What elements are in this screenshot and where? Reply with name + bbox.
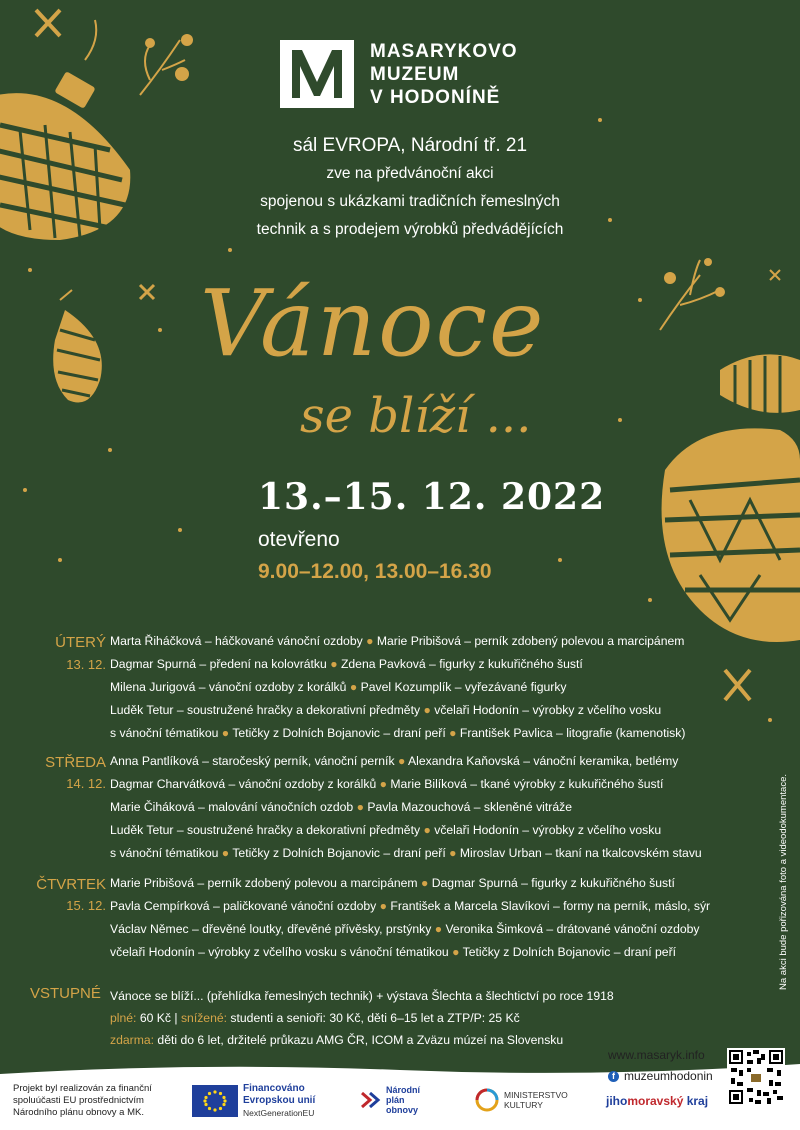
program-line: Luděk Tetur – soustružené hračky a dekorativní předměty ● včelaři Hodonín – výrobky z včelího vosku xyxy=(110,823,662,837)
ministry-text xyxy=(504,1090,568,1110)
museum-logo xyxy=(278,38,518,110)
facebook-icon: f xyxy=(608,1071,619,1082)
admission-line: zdarma: děti do 6 let, držitelé průkazu AMG ČR, ICOM a Zväzu múzeí na Slovensku xyxy=(110,1033,564,1047)
day-program xyxy=(110,750,750,865)
museum-name xyxy=(370,40,518,109)
npo-text xyxy=(386,1085,420,1115)
leaf-ornament-right xyxy=(720,354,800,414)
eu-funding-logo xyxy=(192,1083,315,1119)
region-logo-part: jiho xyxy=(606,1094,628,1108)
intro-line: spojenou s ukázkami tradičních řemeslných xyxy=(260,193,560,210)
event-subtitle: se blíží ... xyxy=(300,388,532,444)
intro-line: zve na předvánoční akci xyxy=(326,165,494,182)
region-logo xyxy=(606,1094,708,1108)
day-name: STŘEDA xyxy=(45,754,106,771)
program-line: Dagmar Spurná – předení na kolovrátku ● Zdena Pavková – figurky z kukuřičného šustí xyxy=(110,657,583,671)
npo-text-line: obnovy xyxy=(386,1105,419,1115)
admission-line: plné: 60 Kč | snížené: studenti a senioři: 30 Kč, děti 6–15 let a ZTP/P: 25 Kč xyxy=(110,1011,520,1025)
admission-label: VSTUPNÉ xyxy=(30,985,101,1002)
npo-text-line: plán xyxy=(386,1095,405,1105)
event-dates: 13.–15. 12. 2022 xyxy=(258,476,606,518)
side-note: Na akci bude pořizována foto a videodokumentace. xyxy=(778,774,789,990)
bauble-right xyxy=(662,428,800,642)
program-line: Dagmar Charvátková – vánoční ozdoby z korálků ● Marie Bilíková – tkané výrobky z kukuřičného šustí xyxy=(110,777,664,791)
facebook-link[interactable] xyxy=(608,1069,713,1083)
berry-branch-top xyxy=(140,40,185,95)
program-line: Milena Jurigová – vánoční ozdoby z korálků ● Pavel Kozumplík – vyřezávané figurky xyxy=(110,680,567,694)
museum-name-line: MUZEUM xyxy=(370,63,460,85)
program-line: Marta Řiháčková – háčkované vánoční ozdoby ● Marie Pribišová – perník zdobený polevou a marcipánem xyxy=(110,634,685,648)
day-date: 14. 12. xyxy=(66,776,106,791)
project-note xyxy=(13,1083,152,1119)
museum-logo-icon xyxy=(278,38,356,110)
eu-text-line: Evropskou unií xyxy=(243,1095,316,1106)
project-note-line: Projekt byl realizován za finanční xyxy=(13,1083,152,1094)
event-title: Vánoce xyxy=(200,270,546,377)
qr-code-icon[interactable] xyxy=(727,1048,785,1106)
region-logo-part: kraj xyxy=(683,1094,709,1108)
admission-line: Vánoce se blíží... (přehlídka řemeslných technik) + výstava Šlechta a šlechtictví po roce 1918 xyxy=(110,989,614,1003)
opening-hours: 9.00–12.00, 13.00–16.30 xyxy=(258,560,492,583)
program-line: Marie Pribišová – perník zdobený polevou a marcipánem ● Dagmar Spurná – figurky z kukuřičného šustí xyxy=(110,876,675,890)
program-line: Václav Němec – dřevěné loutky, dřevěné přívěsky, prstýnky ● Veronika Šimková – drátované vánoční ozdoby xyxy=(110,922,700,936)
day-name: ČTVRTEK xyxy=(36,876,106,893)
eu-text-line: Financováno xyxy=(243,1083,305,1094)
bauble-top-left xyxy=(0,20,130,240)
ministry-text-line: MINISTERSTVO xyxy=(504,1090,568,1100)
program-line: Marie Čiháková – malování vánočních ozdob ● Pavla Mazouchová – skleněné vitráže xyxy=(110,800,572,814)
npo-logo xyxy=(360,1085,420,1115)
ministry-icon xyxy=(474,1087,500,1113)
ministry-logo xyxy=(474,1087,568,1113)
region-logo-part: moravský xyxy=(627,1094,684,1108)
program-line: Luděk Tetur – soustružené hračky a dekorativní předměty ● včelaři Hodonín – výrobky z včelího vosku xyxy=(110,703,662,717)
museum-name-line: MASARYKOVO xyxy=(370,40,518,62)
day-program xyxy=(110,630,750,745)
museum-name-line: V HODONÍNĚ xyxy=(370,86,501,108)
project-note-line: Národního plánu obnovy a MK. xyxy=(13,1107,144,1118)
eu-flag-icon xyxy=(192,1085,238,1117)
intro-line: technik a s prodejem výrobků předvádějících xyxy=(256,221,564,238)
star-top-left xyxy=(36,10,60,36)
program-line: s vánoční tématikou ● Tetičky z Dolních Bojanovic – draní peří ● Miroslav Urban – tkaní na tkalcovském stavu xyxy=(110,846,702,860)
venue: sál EVROPA, Národní tř. 21 xyxy=(292,135,528,156)
program-line: s vánoční tématikou ● Tetičky z Dolních Bojanovic – draní peří ● František Pavlica – litografie (kamenotisk) xyxy=(110,726,686,740)
npo-icon xyxy=(360,1089,382,1111)
day-program xyxy=(110,872,750,964)
npo-text-line: Národní xyxy=(386,1085,421,1095)
project-note-line: spoluúčasti EU prostřednictvím xyxy=(13,1095,144,1106)
opening-label: otevřeno xyxy=(258,528,340,551)
leaf-ornament-left xyxy=(53,290,102,403)
admission-info xyxy=(110,985,614,1051)
website-link[interactable]: www.masaryk.info xyxy=(608,1048,705,1062)
program-line: Pavla Cempírková – paličkované vánoční ozdoby ● František a Marcela Slavíkovi – formy na perník, máslo, sýr xyxy=(110,899,711,913)
day-date: 13. 12. xyxy=(66,657,106,672)
day-date: 15. 12. xyxy=(66,898,106,913)
eu-text-line: NextGenerationEU xyxy=(243,1108,315,1118)
program-line: Anna Pantlíková – staročeský perník, vánoční perník ● Alexandra Kaňovská – vánoční keramika, betlémy xyxy=(110,754,679,768)
berry-branch-right xyxy=(660,260,720,330)
program-line: včelaři Hodonín – výrobky z včelího vosku s vánoční tématikou ● Tetičky z Dolních Bojanovic – draní peří xyxy=(110,945,677,959)
ministry-text-line: KULTURY xyxy=(504,1100,543,1110)
day-name: ÚTERÝ xyxy=(55,634,106,651)
eu-funding-text xyxy=(243,1083,315,1119)
facebook-handle: muzeumhodonin xyxy=(624,1069,713,1083)
intro-text xyxy=(150,132,670,244)
